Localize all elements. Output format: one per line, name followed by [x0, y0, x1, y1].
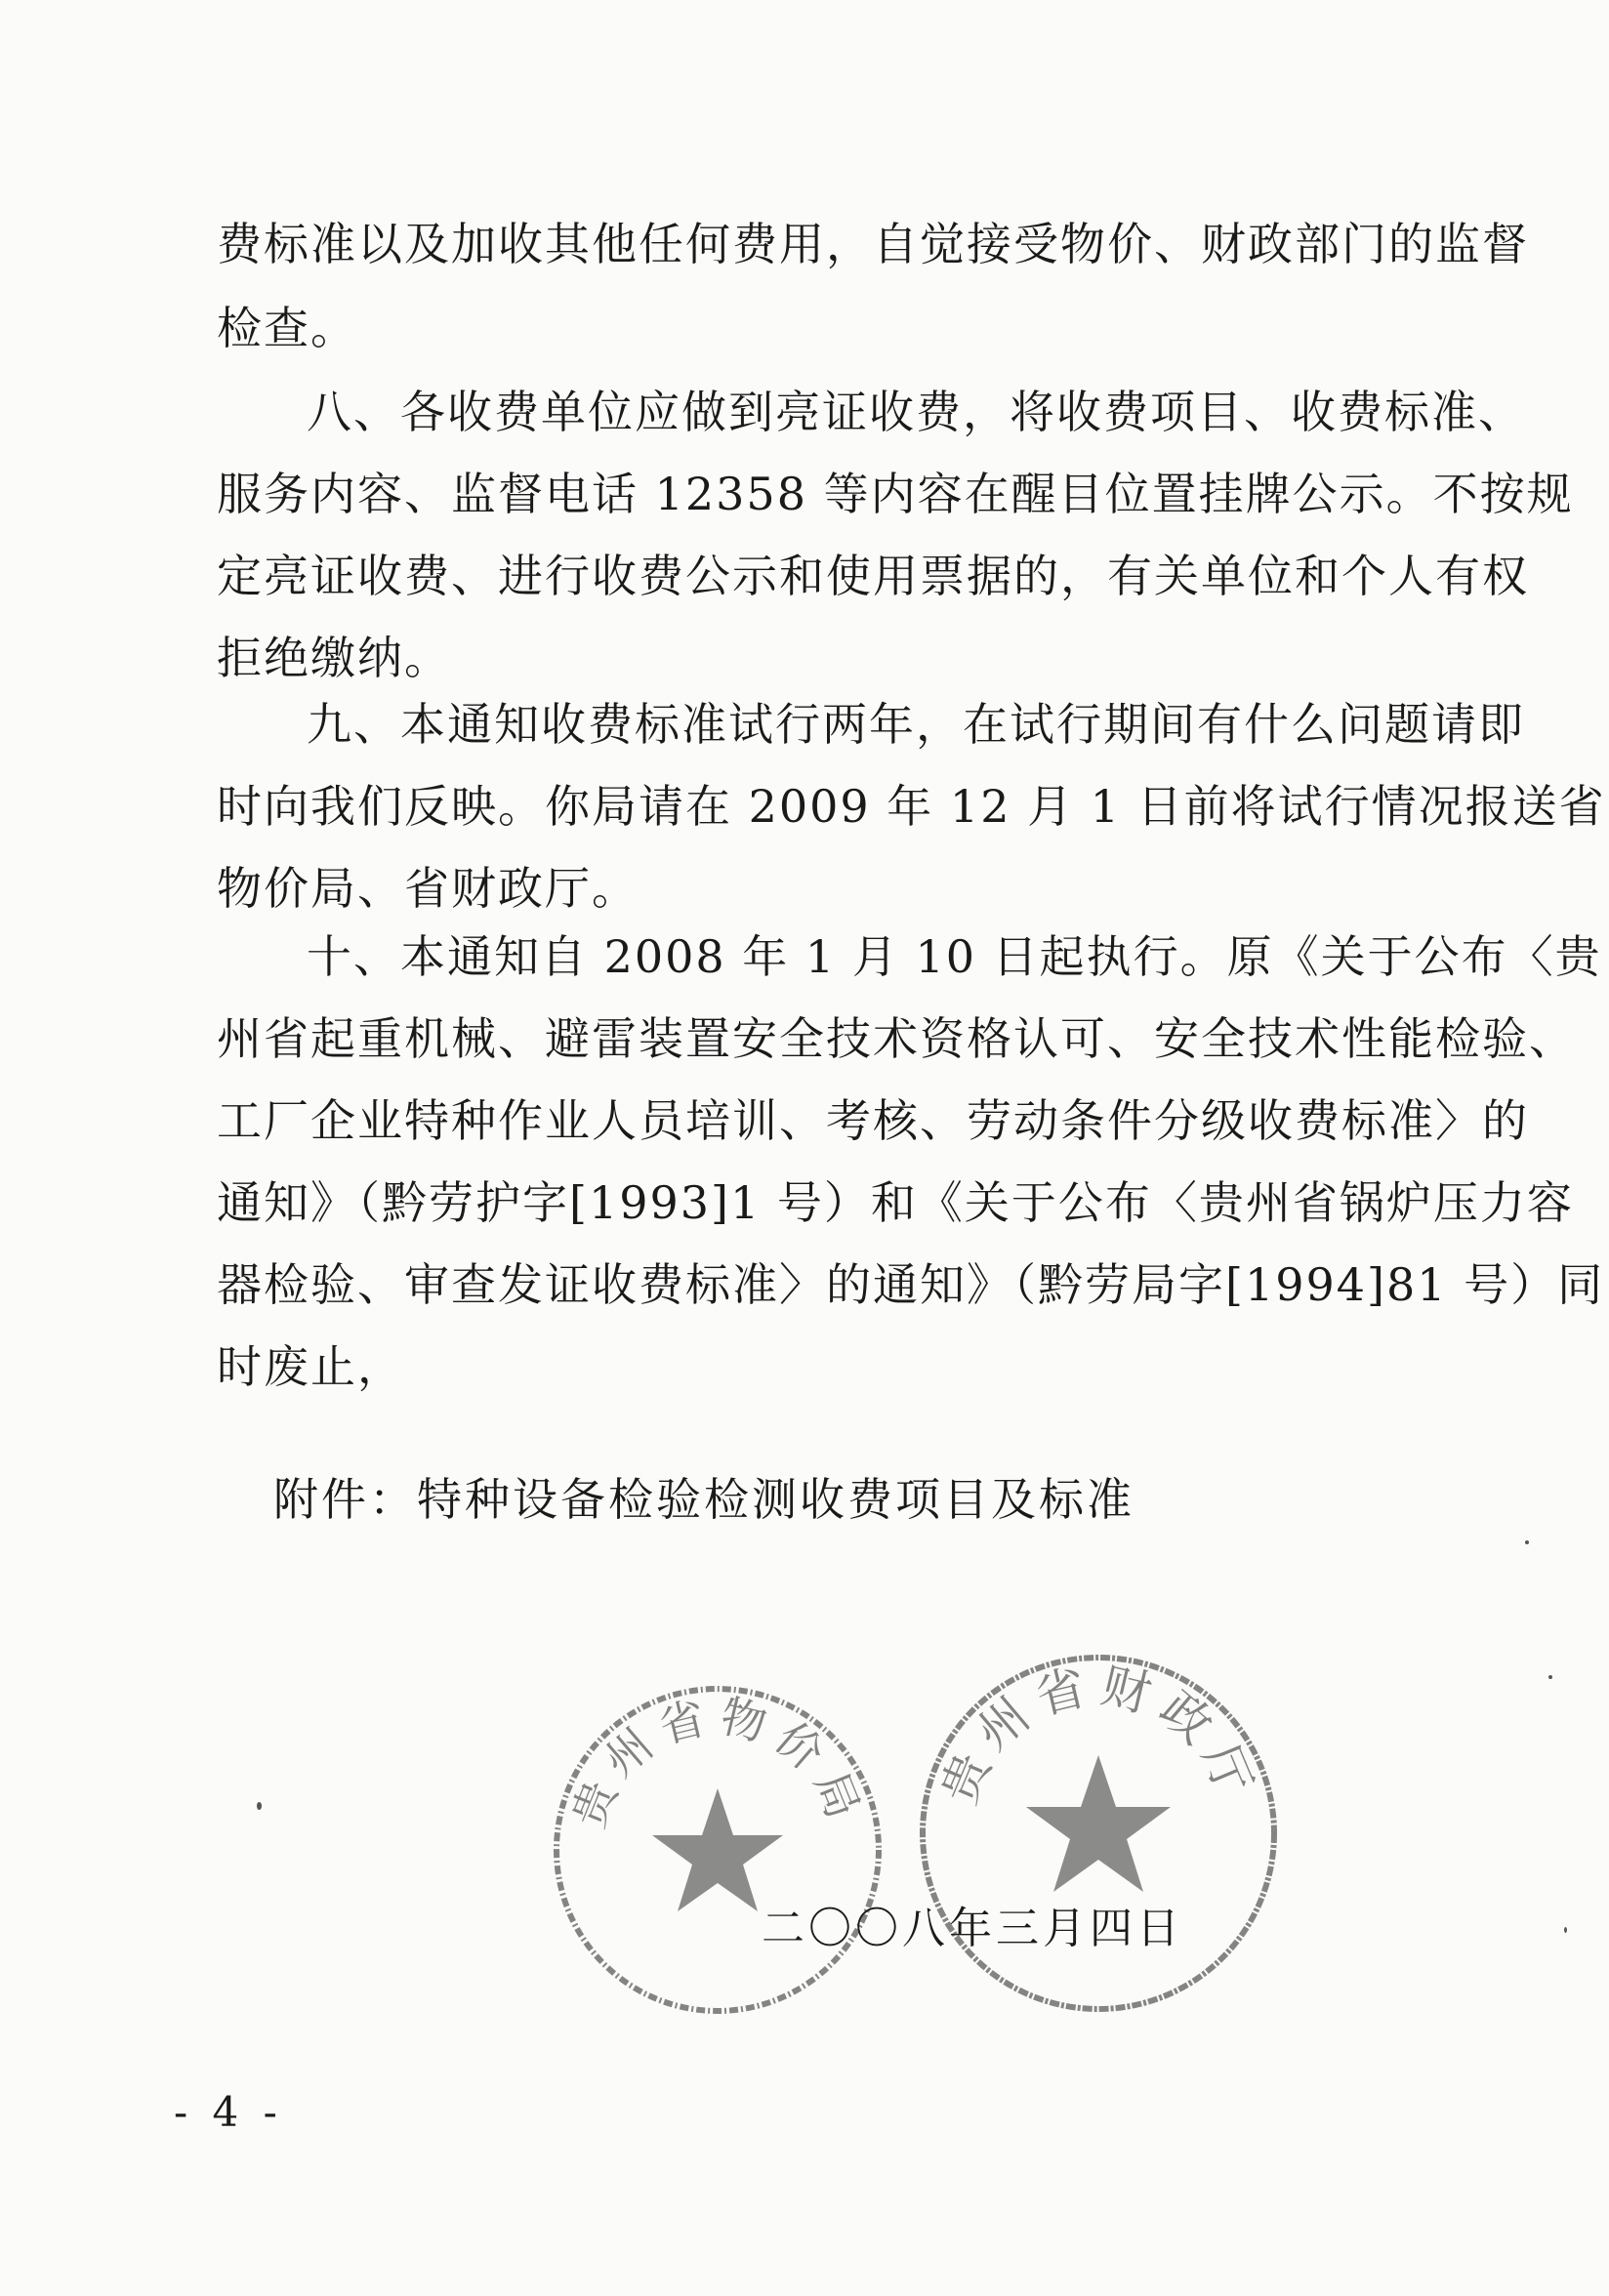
- body-line: 定亮证收费、进行收费公示和使用票据的，有关单位和个人有权: [217, 550, 1529, 602]
- attachment-note: 附件：特种设备检验检测收费项目及标准: [273, 1473, 1135, 1526]
- body-line: 时向我们反映。你局请在 2009 年 12 月 1 日前将试行情况报送省: [217, 780, 1606, 833]
- clause-9-line: 九、本通知收费标准试行两年，在试行期间有什么问题请即: [307, 698, 1525, 751]
- clause-10-line: 十、本通知自 2008 年 1 月 10 日起执行。原《关于公布〈贵: [307, 930, 1602, 983]
- scan-speck: [1564, 1927, 1567, 1933]
- finance-department-seal: [913, 1648, 1284, 2019]
- star-icon: [1026, 1755, 1171, 1892]
- body-line: 检查。: [217, 302, 357, 354]
- seal-text: 贵州省物价局: [561, 1689, 874, 1835]
- body-line: 时废止，: [217, 1340, 404, 1393]
- scan-speck: [1525, 1540, 1529, 1544]
- body-line: 物价局、省财政厅。: [217, 862, 639, 915]
- seal-text: 贵州省财政厅: [929, 1657, 1267, 1813]
- body-line: 费标准以及加收其他任何费用，自觉接受物价、财政部门的监督: [217, 218, 1529, 270]
- body-line: 拒绝缴纳。: [217, 632, 451, 684]
- seal-graphic: [547, 1679, 888, 2021]
- scan-speck: [257, 1802, 262, 1810]
- body-line: 服务内容、监督电话 12358 等内容在醒目位置挂牌公示。不按规: [217, 468, 1574, 520]
- body-line: 器检验、审查发证收费标准〉的通知》（黔劳局字[1994]81 号）同: [217, 1258, 1605, 1311]
- body-line: 工厂企业特种作业人员培训、考核、劳动条件分级收费标准〉的: [217, 1094, 1529, 1147]
- star-icon: [652, 1788, 783, 1911]
- issue-date: 二〇〇八年三月四日: [762, 1904, 1183, 1953]
- body-line: 通知》（黔劳护字[1993]1 号）和《关于公布〈贵州省锅炉压力容: [217, 1176, 1574, 1229]
- clause-8-line: 八、各收费单位应做到亮证收费，将收费项目、收费标准、: [307, 386, 1525, 438]
- seal-graphic: [913, 1648, 1284, 2019]
- body-line: 州省起重机械、避雷装置安全技术资格认可、安全技术性能检验、: [217, 1012, 1576, 1065]
- page-number: - 4 -: [174, 2088, 283, 2136]
- scan-speck: [1548, 1675, 1552, 1679]
- price-bureau-seal: [547, 1679, 888, 2021]
